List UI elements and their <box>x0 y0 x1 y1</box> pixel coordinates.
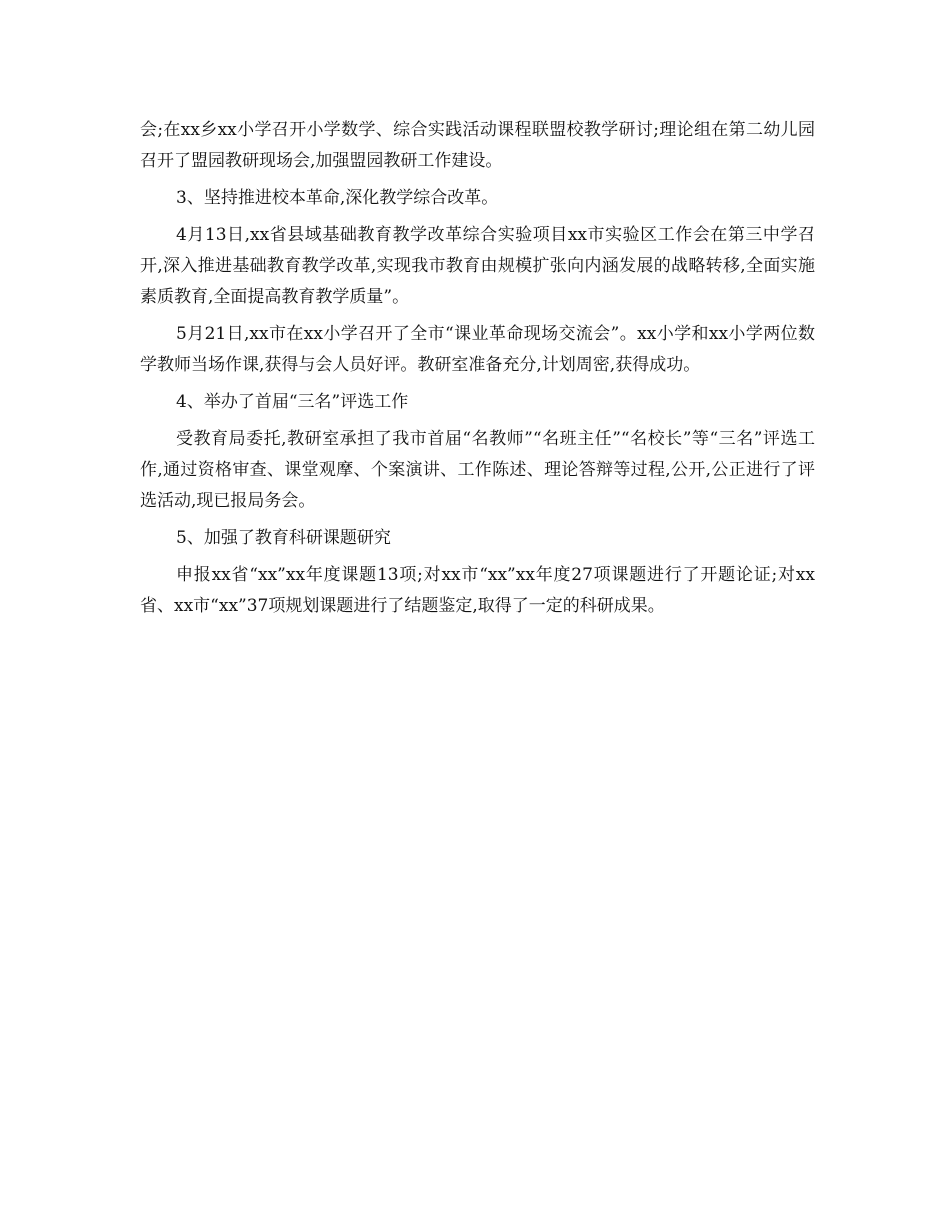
paragraph-may-meeting: 5月21日,xx市在xx小学召开了全市“课业革命现场交流会”。xx小学和xx小学两位数学教师当场作课,获得与会人员好评。教研室准备充分,计划周密,获得成功。 <box>140 324 815 375</box>
document-body <box>140 115 815 628</box>
heading-item-4: 4、举办了首届“三名”评选工作 <box>176 392 409 412</box>
heading-item-5: 5、加强了教育科研课题研究 <box>176 528 391 548</box>
heading-item-3: 3、坚持推进校本革命,深化教学综合改革。 <box>176 188 499 208</box>
paragraph-three-names: 受教育局委托,教研室承担了我市首届“名教师”“名班主任”“名校长”等“三名”评选工作,通过资格审查、课堂观摩、个案演讲、工作陈述、理论答辩等过程,公开,公正进行了评选活动,现已报局务会。 <box>140 429 815 511</box>
paragraph-research-projects: 申报xx省“xx”xx年度课题13项;对xx市“xx”xx年度27项课题进行了开题论证;对xx省、xx市“xx”37项规划课题进行了结题鉴定,取得了一定的科研成果。 <box>140 565 815 616</box>
paragraph-continuation: 会;在xx乡xx小学召开小学数学、综合实践活动课程联盟校教学研讨;理论组在第二幼儿园召开了盟园教研现场会,加强盟园教研工作建设。 <box>140 120 815 171</box>
paragraph-april-meeting: 4月13日,xx省县域基础教育教学改革综合实验项目xx市实验区工作会在第三中学召开,深入推进基础教育教学改革,实现我市教育由规模扩张向内涵发展的战略转移,全面实施素质教育,全面提高教育教学质量”。 <box>140 225 815 307</box>
